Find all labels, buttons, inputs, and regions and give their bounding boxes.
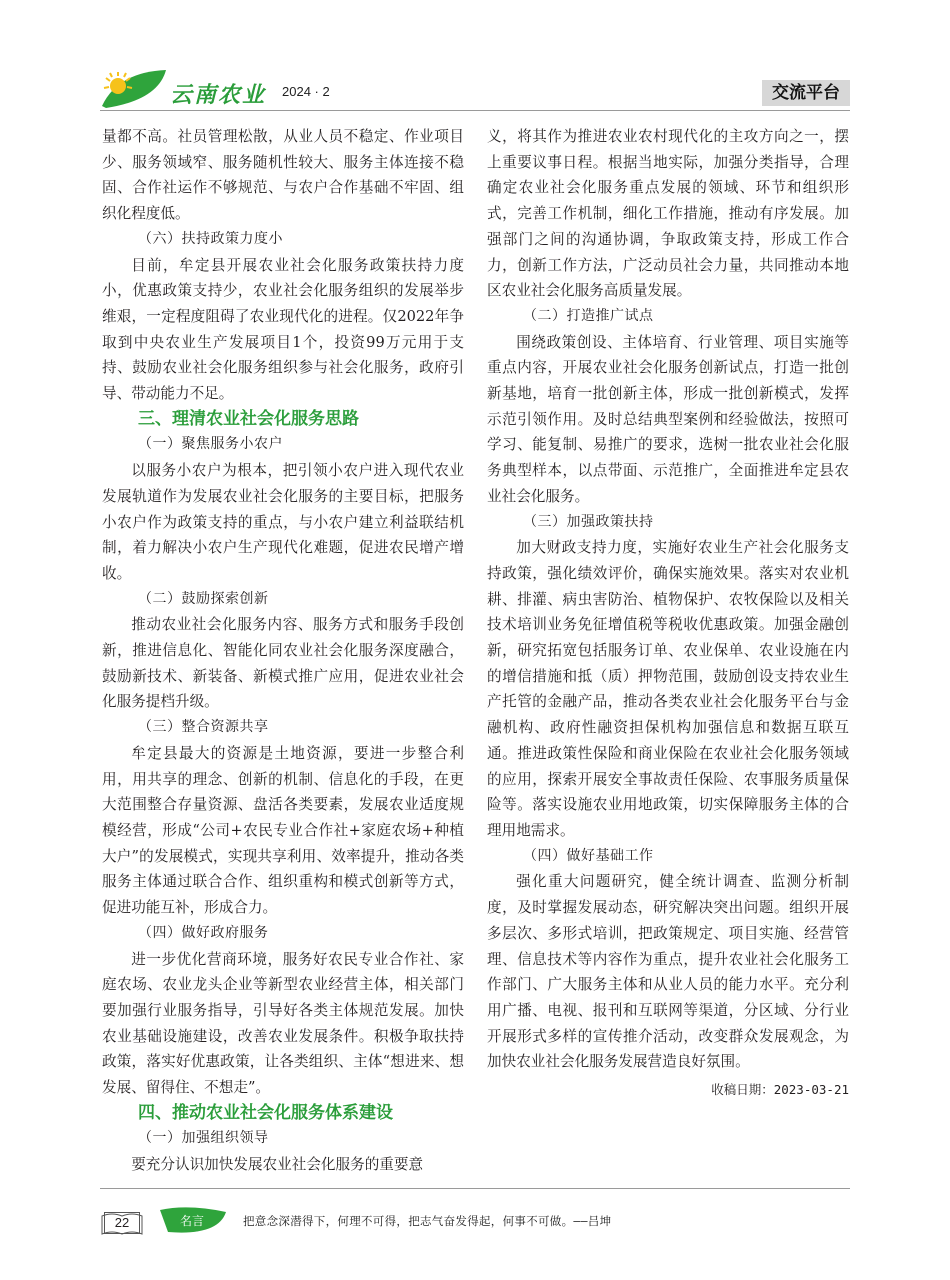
subsection-heading: （四）做好基础工作 xyxy=(523,847,654,864)
body-paragraph: 围绕政策创设、主体培育、行业管理、项目实施等重点内容，开展农业社会化服务创新试点，打造一批创新基地，培育一批创新主体，形成一批创新模式，发挥示范引领作用。及时总结典型案例和经验做法，按照可学习、能复制、易推广的要求，选树一批农业社会化服务典型样本，以点带面、示范推广，全面推进牟定县农业社会化服务。 xyxy=(487,333,849,505)
footer-divider xyxy=(100,1188,850,1189)
subsection-heading: （三）整合资源共享 xyxy=(138,719,269,736)
body-paragraph: 加大财政支持力度，实施好农业生产社会化服务支持政策，强化绩效评价，确保实施效果。落实对农业机耕、排灌、病虫害防治、植物保护、农牧保险以及相关技术培训业务免征增值税等税收优惠政策。加强金融创新，研究拓宽包括服务订单、农业保单、农业设施在内的增信措施和抵（质）押物范围，鼓励创设支持农业生产托管的金融产品，推动各类农业社会化服务平台与金融机构、政府性融资担保机构加强信息和数据互联互通。推进政策性保险和商业保险在农业社会化服务领域的应用，探索开展安全事故责任保险、农事服务质量保险等。落实设施农业用地政策，切实保障服务主体的合理用地需求。 xyxy=(487,539,849,839)
subsection-heading: （一）加强组织领导 xyxy=(138,1130,269,1147)
section-heading: 三、理清农业社会化服务思路 xyxy=(138,408,359,429)
subsection-heading: （二）鼓励探索创新 xyxy=(138,590,269,607)
body-paragraph: 强化重大问题研究，健全统计调查、监测分析制度，及时掌握发展动态，研究解决突出问题。组织开展多层次、多形式培训，把政策规定、项目实施、经营管理、信息技术等内容作为重点，提升农业社会化服务工作部门、广大服务主体和从业人员的能力水平。充分利用广播、电视、报刊和互联网等渠道，分区域、分行业开展形式多样的宣传推介活动，改变群众发展观念，为加快农业社会化服务发展营造良好氛围。 xyxy=(487,873,849,1071)
body-paragraph: 牟定县最大的资源是土地资源，要进一步整合利用，用共享的理念、创新的机制、信息化的手段，在更大范围整合存量资源、盘活各类要素，发展农业适度规模经营，形成“公司+农民专业合作社+家庭农场+种植大户”的发展模式，实现共享利用、效率提升，推动各类服务主体通过联合合作、组织重构和模式创新等方式，促进功能互补，形成合力。 xyxy=(102,744,464,917)
body-paragraph: 义，将其作为推进农业农村现代化的主攻方向之一，摆上重要议事日程。根据当地实际，加强分类指导，合理确定农业社会化服务重点发展的领域、环节和组织形式，完善工作机制，细化工作措施，推动有序发展。加强部门之间的沟通协调，争取政策支持，形成工作合力，创新工作方法，广泛动员社会力量，共同推动本地区农业社会化服务高质量发展。 xyxy=(487,128,849,300)
body-paragraph: 推动农业社会化服务内容、服务方式和服务手段创新，推进信息化、智能化同农业社会化服务深度融合，鼓励新技术、新装备、新模式推广应用，促进农业社会化服务提档升级。 xyxy=(102,616,464,711)
received-date: 收稿日期：2023-03-21 xyxy=(711,1082,849,1098)
body-paragraph: 要充分认识加快发展农业社会化服务的重要意 xyxy=(131,1156,424,1174)
footer-quote: 把意念深潜得下，何理不可得，把志气奋发得起，何事不可做。——吕坤 xyxy=(243,1214,612,1228)
subsection-heading: （六）扶持政策力度小 xyxy=(138,230,283,247)
subsection-heading: （四）做好政府服务 xyxy=(138,924,269,941)
body-paragraph: 以服务小农户为根本，把引领小农户进入现代农业发展轨道作为发展农业社会化服务的主要目标，把服务小农户作为政策支持的重点，与小农户建立利益联结机制，着力解决小农户生产现代化难题，促进农民增产增收。 xyxy=(102,462,464,582)
journal-logo-icon xyxy=(100,68,170,110)
body-paragraph: 目前，牟定县开展农业社会化服务政策扶持力度小，优惠政策支持少，农业社会化服务组织的发展举步维艰，一定程度阻碍了农业现代化的进程。仅2022年争取到中央农业生产发展项目1个，投资99万元用于支持、鼓励农业社会化服务组织参与社会化服务，政府引导、带动能力不足。 xyxy=(102,256,464,403)
quote-label-tag xyxy=(158,1206,228,1234)
right-column xyxy=(487,124,849,1103)
page-number: 22 xyxy=(104,1212,140,1234)
subsection-heading: （三）加强政策扶持 xyxy=(523,513,654,530)
section-heading: 四、推动农业社会化服务体系建设 xyxy=(138,1102,393,1123)
subsection-heading: （一）聚焦服务小农户 xyxy=(138,436,283,453)
subsection-heading: （二）打造推广试点 xyxy=(523,307,654,324)
body-paragraph: 进一步优化营商环境，服务好农民专业合作社、家庭农场、农业龙头企业等新型农业经营主体，相关部门要加强行业服务指导，引导好各类主体规范发展。加快农业基础设施建设，改善农业发展条件。积极争取扶持政策，落实好优惠政策，让各类组织、主体“想进来、想发展、留得住、不想走”。 xyxy=(102,950,464,1097)
journal-name: 云南农业 xyxy=(170,82,267,108)
column-tag: 交流平台 xyxy=(762,80,850,106)
header-divider xyxy=(100,110,850,111)
page-header xyxy=(100,68,850,110)
issue-number: 2024 · 2 xyxy=(282,84,330,99)
quote-label: 名言 xyxy=(180,1214,205,1228)
body-paragraph: 量都不高。社员管理松散，从业人员不稳定、作业项目少、服务领域窄、服务随机性较大、服务主体连接不稳固、合作社运作不够规范、与农户合作基础不牢固、组织化程度低。 xyxy=(102,128,464,223)
left-column xyxy=(102,124,464,1178)
